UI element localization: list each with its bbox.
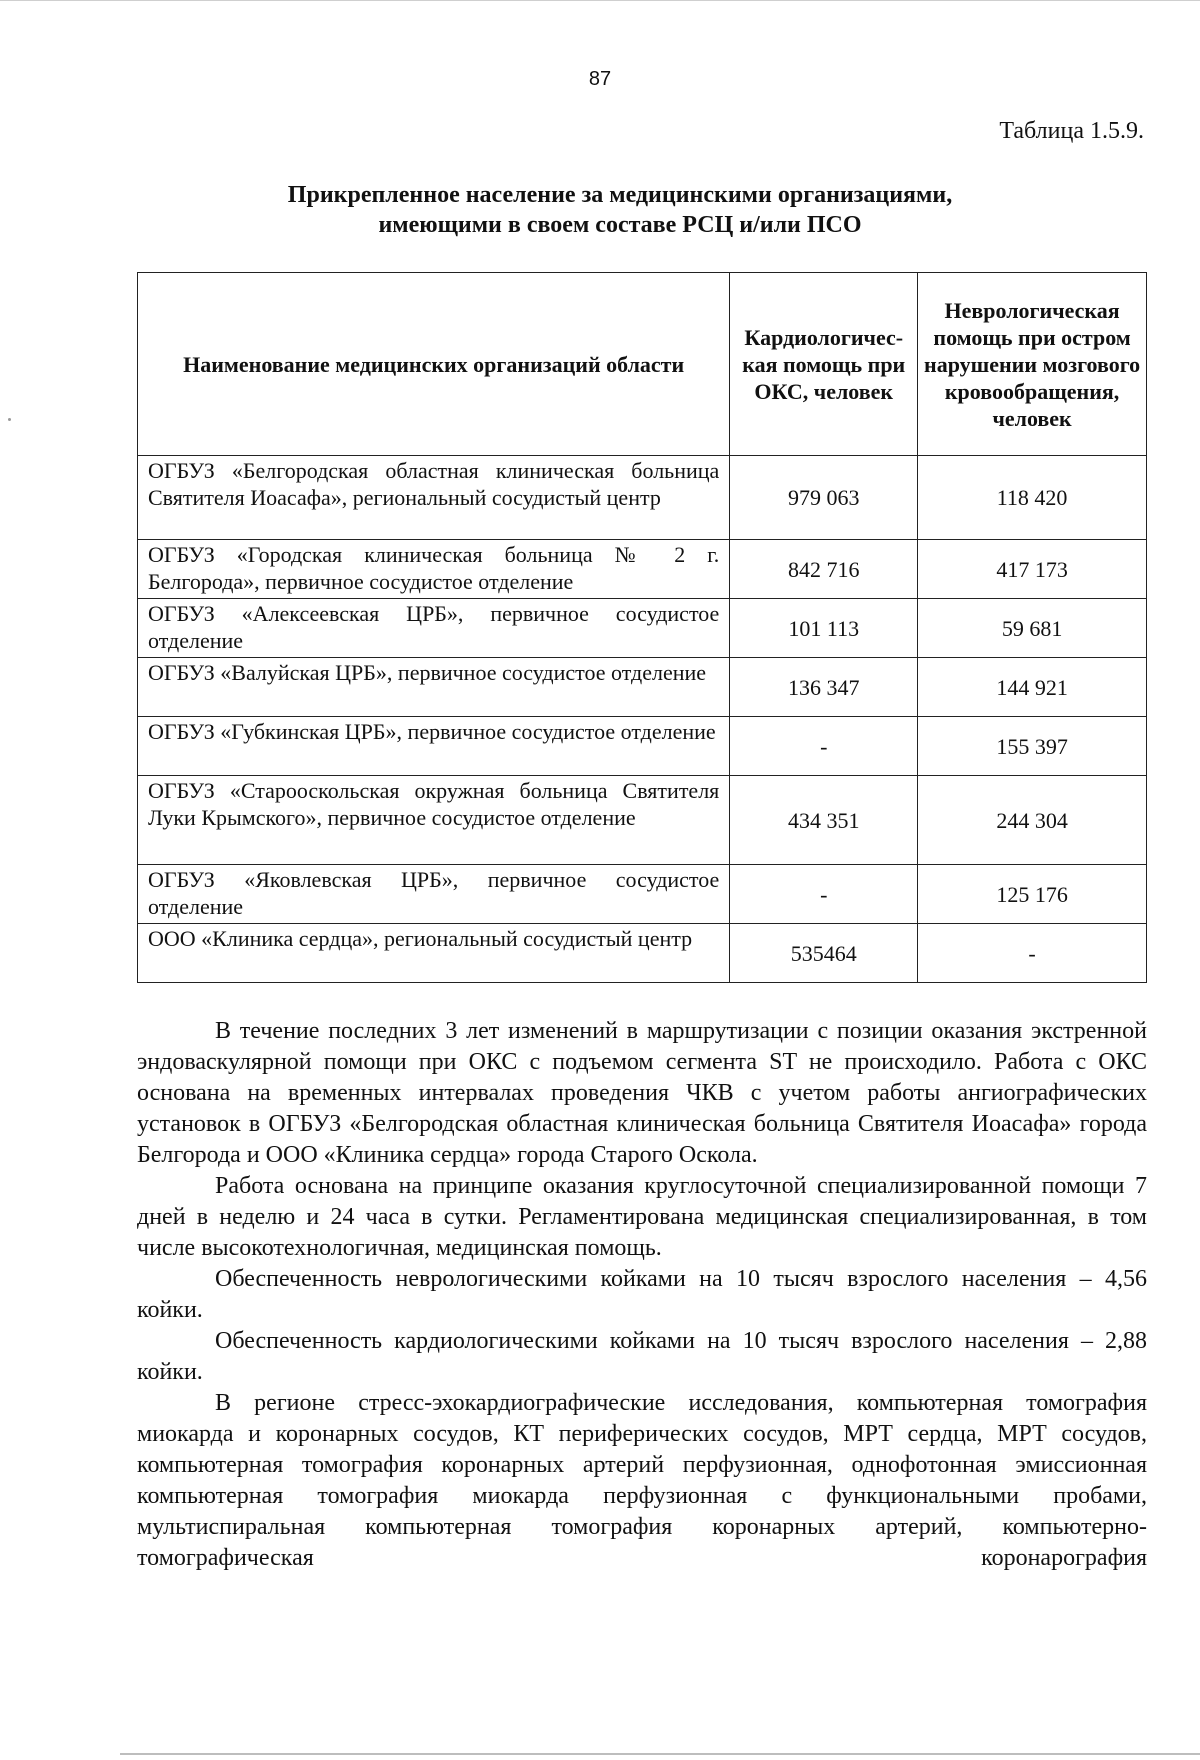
- cardiology-count-cell: 979 063: [730, 456, 918, 540]
- paragraph: В регионе стресс-эхокардиографические исследования, компьютерная томография миокарда и коронарных сосудов, КТ периферических сосудов, МРТ сердца, МРТ сосудов, компьютерная томография коронарных артерий перфузионная, однофотонная эмиссионная компьютерная томография миокарда перфузионная с функциональными пробами, мультиспиральная компьютерная томография коронарных артерий, компьютерно-томографическая коронарография: [137, 1390, 1147, 1571]
- cardiology-count-cell: 434 351: [730, 776, 918, 865]
- header-cardiology-care: Кардиологичес-кая помощь при ОКС, человек: [730, 273, 918, 456]
- scan-artifact: [8, 418, 11, 421]
- cardiology-count-cell: 842 716: [730, 540, 918, 599]
- cardiology-count-cell: 101 113: [730, 599, 918, 658]
- cardiology-count-cell: -: [730, 865, 918, 924]
- population-table: [137, 272, 1147, 983]
- table-label: Таблица 1.5.9.: [999, 118, 1144, 144]
- organization-name-cell: ОГБУЗ «Алексеевская ЦРБ», первичное сосудистое отделение: [138, 599, 730, 658]
- neurology-count-cell: -: [918, 924, 1147, 983]
- neurology-count-cell: 59 681: [918, 599, 1147, 658]
- paragraph: Обеспеченность неврологическими койками на 10 тысяч взрослого населения – 4,56 койки.: [137, 1266, 1147, 1323]
- paragraph: Работа основана на принципе оказания круглосуточной специализированной помощи 7 дней в неделю и 24 часа в сутки. Регламентирована медицинская специализированная, в том числе высокотехнологичная, медицинская помощь.: [137, 1173, 1147, 1261]
- neurology-count-cell: 144 921: [918, 658, 1147, 717]
- page-number: 87: [588, 68, 612, 90]
- neurology-count-cell: 244 304: [918, 776, 1147, 865]
- organization-name-cell: ООО «Клиника сердца», региональный сосудистый центр: [138, 924, 730, 983]
- cardiology-count-cell: -: [730, 717, 918, 776]
- neurology-count-cell: 118 420: [918, 456, 1147, 540]
- organization-name-cell: ОГБУЗ «Губкинская ЦРБ», первичное сосудистое отделение: [138, 717, 730, 776]
- scan-edge-bottom: [120, 1753, 1200, 1757]
- organization-name-cell: ОГБУЗ «Валуйская ЦРБ», первичное сосудистое отделение: [138, 658, 730, 717]
- paragraph: Обеспеченность кардиологическими койками на 10 тысяч взрослого населения – 2,88 койки.: [137, 1328, 1147, 1385]
- table-row: [138, 658, 1147, 717]
- table-row: [138, 599, 1147, 658]
- table-row: [138, 717, 1147, 776]
- scan-edge-top: [0, 0, 1200, 7]
- table-row: [138, 865, 1147, 924]
- organization-name-cell: ОГБУЗ «Старооскольская окружная больница Святителя Луки Крымского», первичное сосудистое отделение: [138, 776, 730, 865]
- table-row: [138, 776, 1147, 865]
- cardiology-count-cell: 136 347: [730, 658, 918, 717]
- table-row: [138, 924, 1147, 983]
- organization-name-cell: ОГБУЗ «Яковлевская ЦРБ», первичное сосудистое отделение: [138, 865, 730, 924]
- table-row: [138, 540, 1147, 599]
- neurology-count-cell: 155 397: [918, 717, 1147, 776]
- table-title: [160, 180, 1080, 240]
- body-text: [137, 1016, 1147, 1574]
- organization-name-cell: ОГБУЗ «Городская клиническая больница № 2 г. Белгорода», первичное сосудистое отделение: [138, 540, 730, 599]
- header-organization-name: Наименование медицинских организаций области: [138, 273, 730, 456]
- table-row: [138, 456, 1147, 540]
- organization-name-cell: ОГБУЗ «Белгородская областная клиническая больница Святителя Иоасафа», региональный сосудистый центр: [138, 456, 730, 540]
- table-title-line-2: имеющими в своем составе РСЦ и/или ПСО: [378, 212, 862, 238]
- neurology-count-cell: 125 176: [918, 865, 1147, 924]
- cardiology-count-cell: 535464: [730, 924, 918, 983]
- table-header-row: [138, 273, 1147, 456]
- paragraph: В течение последних 3 лет изменений в маршрутизации с позиции оказания экстренной эндоваскулярной помощи при ОКС с подъемом сегмента ST не происходило. Работа с ОКС основана на временных интервалах проведения ЧКВ с учетом работы ангиографических установок в ОГБУЗ «Белгородская областная клиническая больница Святителя Иоасафа» города Белгорода и ООО «Клиника сердца» города Старого Оскола.: [137, 1018, 1147, 1168]
- table-title-line-1: Прикрепленное население за медицинскими организациями,: [287, 182, 953, 208]
- header-neurology-care: Неврологическая помощь при остром нарушении мозгового кровообращения, человек: [918, 273, 1147, 456]
- neurology-count-cell: 417 173: [918, 540, 1147, 599]
